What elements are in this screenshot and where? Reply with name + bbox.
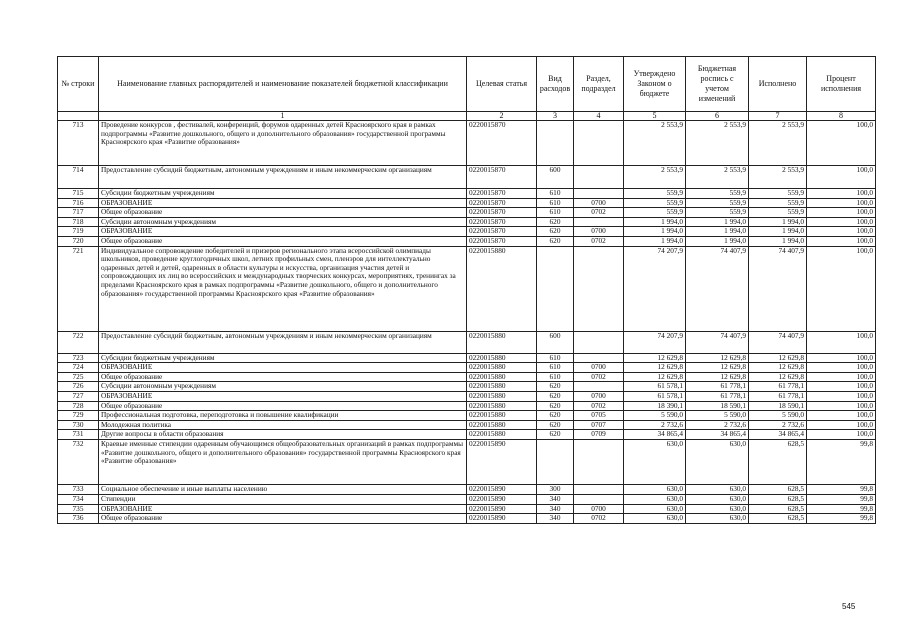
row-percent: 100,0	[807, 331, 876, 353]
row-target: 0220015890	[467, 484, 537, 494]
row-budget: 74 407,9	[686, 246, 749, 331]
row-number: 723	[58, 353, 99, 363]
row-percent: 99,8	[807, 514, 876, 524]
column-number-row	[58, 112, 876, 121]
row-target: 0220015890	[467, 439, 537, 484]
row-executed: 2 553,9	[749, 121, 807, 166]
table-row	[58, 236, 876, 246]
row-number: 715	[58, 189, 99, 199]
row-budget: 630,0	[686, 439, 749, 484]
row-percent: 99,8	[807, 484, 876, 494]
row-target: 0220015870	[467, 227, 537, 237]
row-name: Субсидии автономным учреждениям	[99, 217, 467, 227]
row-percent: 100,0	[807, 430, 876, 440]
row-percent: 100,0	[807, 217, 876, 227]
row-approved: 2 732,6	[624, 420, 686, 430]
row-executed: 12 629,8	[749, 372, 807, 382]
row-percent: 100,0	[807, 353, 876, 363]
row-name: Общее образование	[99, 372, 467, 382]
table-row	[58, 382, 876, 392]
row-type: 340	[537, 514, 574, 524]
row-percent: 100,0	[807, 411, 876, 421]
header-budget: Бюджетная роспись с учетом изменений	[686, 57, 749, 112]
row-percent: 100,0	[807, 208, 876, 218]
row-type: 610	[537, 198, 574, 208]
row-executed: 628,5	[749, 514, 807, 524]
row-approved: 630,0	[624, 439, 686, 484]
row-budget: 559,9	[686, 189, 749, 199]
row-target: 0220015880	[467, 353, 537, 363]
column-number: 5	[624, 112, 686, 121]
row-section	[574, 494, 624, 504]
row-target: 0220015890	[467, 494, 537, 504]
row-name: Другие вопросы в области образования	[99, 430, 467, 440]
row-percent: 100,0	[807, 363, 876, 373]
row-name: Стипендии	[99, 494, 467, 504]
row-budget: 2 732,6	[686, 420, 749, 430]
row-name: ОБРАЗОВАНИЕ	[99, 227, 467, 237]
table-row	[58, 420, 876, 430]
row-percent: 100,0	[807, 382, 876, 392]
row-percent: 99,8	[807, 494, 876, 504]
table-row	[58, 189, 876, 199]
header-percent: Процент исполнения	[807, 57, 876, 112]
table-row	[58, 198, 876, 208]
row-budget: 12 629,8	[686, 353, 749, 363]
row-name: Предоставление субсидий бюджетным, автономным учреждениям и иным некоммерческим организациям	[99, 166, 467, 189]
row-executed: 12 629,8	[749, 363, 807, 373]
column-number: 6	[686, 112, 749, 121]
row-number: 725	[58, 372, 99, 382]
row-executed: 74 407,9	[749, 246, 807, 331]
row-executed: 34 865,4	[749, 430, 807, 440]
row-number: 732	[58, 439, 99, 484]
table-row	[58, 227, 876, 237]
row-target: 0220015880	[467, 401, 537, 411]
row-budget: 559,9	[686, 208, 749, 218]
row-approved: 559,9	[624, 189, 686, 199]
row-type: 340	[537, 494, 574, 504]
row-number: 713	[58, 121, 99, 166]
row-approved: 2 553,9	[624, 166, 686, 189]
row-type: 620	[537, 391, 574, 401]
row-type	[537, 439, 574, 484]
row-number: 736	[58, 514, 99, 524]
table-row	[58, 121, 876, 166]
table-row	[58, 208, 876, 218]
row-name: Социальное обеспечение и иные выплаты населению	[99, 484, 467, 494]
row-target: 0220015870	[467, 208, 537, 218]
row-budget: 5 590,0	[686, 411, 749, 421]
row-name: Молодежная политика	[99, 420, 467, 430]
row-section	[574, 217, 624, 227]
row-type: 610	[537, 363, 574, 373]
row-section: 0702	[574, 372, 624, 382]
row-percent: 100,0	[807, 420, 876, 430]
row-approved: 559,9	[624, 208, 686, 218]
row-target: 0220015870	[467, 121, 537, 166]
row-name: Краевые именные стипендии одаренным обучающимся общеобразовательных организаций в рамках подпрограммы «Развитие дошкольного, общего и дополнительного образования» государственной программы Красноярского края «Развитие образования»	[99, 439, 467, 484]
row-section: 0700	[574, 504, 624, 514]
row-approved: 1 994,0	[624, 236, 686, 246]
row-name: ОБРАЗОВАНИЕ	[99, 504, 467, 514]
row-section: 0702	[574, 208, 624, 218]
row-budget: 2 553,9	[686, 166, 749, 189]
row-type: 610	[537, 189, 574, 199]
row-target: 0220015870	[467, 217, 537, 227]
row-executed: 2 553,9	[749, 166, 807, 189]
column-number: 8	[807, 112, 876, 121]
table-row	[58, 411, 876, 421]
table-row	[58, 246, 876, 331]
row-approved: 12 629,8	[624, 363, 686, 373]
row-section	[574, 246, 624, 331]
table-row	[58, 494, 876, 504]
row-number: 716	[58, 198, 99, 208]
row-executed: 628,5	[749, 494, 807, 504]
row-budget: 630,0	[686, 514, 749, 524]
header-row-number: № строки	[58, 57, 99, 112]
row-name: Субсидии автономным учреждениям	[99, 382, 467, 392]
row-section: 0709	[574, 430, 624, 440]
row-target: 0220015880	[467, 363, 537, 373]
table-row	[58, 504, 876, 514]
header-target: Целевая статья	[467, 57, 537, 112]
table-row	[58, 484, 876, 494]
row-budget: 630,0	[686, 484, 749, 494]
table-row	[58, 430, 876, 440]
row-section	[574, 121, 624, 166]
row-percent: 99,8	[807, 504, 876, 514]
table-row	[58, 401, 876, 411]
row-section	[574, 382, 624, 392]
row-approved: 630,0	[624, 484, 686, 494]
row-number: 729	[58, 411, 99, 421]
row-approved: 1 994,0	[624, 217, 686, 227]
row-section: 0702	[574, 514, 624, 524]
row-target: 0220015870	[467, 236, 537, 246]
row-type: 620	[537, 217, 574, 227]
row-number: 735	[58, 504, 99, 514]
row-number: 733	[58, 484, 99, 494]
row-executed: 559,9	[749, 189, 807, 199]
row-type	[537, 121, 574, 166]
row-section: 0705	[574, 411, 624, 421]
row-name: Общее образование	[99, 401, 467, 411]
row-target: 0220015880	[467, 430, 537, 440]
row-budget: 61 778,1	[686, 391, 749, 401]
row-number: 718	[58, 217, 99, 227]
row-percent: 100,0	[807, 198, 876, 208]
row-name: Профессиональная подготовка, переподготовка и повышение квалификации	[99, 411, 467, 421]
row-name: Субсидии бюджетным учреждениям	[99, 353, 467, 363]
row-section	[574, 484, 624, 494]
row-executed: 559,9	[749, 208, 807, 218]
row-section: 0702	[574, 236, 624, 246]
row-percent: 100,0	[807, 236, 876, 246]
row-percent: 100,0	[807, 166, 876, 189]
row-target: 0220015870	[467, 198, 537, 208]
row-number: 720	[58, 236, 99, 246]
row-type: 620	[537, 227, 574, 237]
row-approved: 12 629,8	[624, 372, 686, 382]
row-executed: 5 590,0	[749, 411, 807, 421]
row-section	[574, 166, 624, 189]
row-approved: 559,9	[624, 198, 686, 208]
row-executed: 628,5	[749, 439, 807, 484]
row-approved: 74 207,9	[624, 246, 686, 331]
row-section	[574, 439, 624, 484]
row-type: 610	[537, 353, 574, 363]
row-budget: 630,0	[686, 504, 749, 514]
row-number: 731	[58, 430, 99, 440]
row-budget: 12 629,8	[686, 372, 749, 382]
row-type: 600	[537, 166, 574, 189]
row-approved: 74 207,9	[624, 331, 686, 353]
row-name: Общее образование	[99, 514, 467, 524]
row-section: 0700	[574, 391, 624, 401]
row-number: 714	[58, 166, 99, 189]
row-executed: 1 994,0	[749, 217, 807, 227]
row-section: 0700	[574, 227, 624, 237]
table-row	[58, 439, 876, 484]
row-type: 620	[537, 236, 574, 246]
row-approved: 12 629,8	[624, 353, 686, 363]
row-budget: 559,9	[686, 198, 749, 208]
row-budget: 34 865,4	[686, 430, 749, 440]
row-percent: 100,0	[807, 121, 876, 166]
row-budget: 74 407,9	[686, 331, 749, 353]
row-executed: 12 629,8	[749, 353, 807, 363]
row-budget: 1 994,0	[686, 217, 749, 227]
row-type: 620	[537, 382, 574, 392]
row-approved: 1 994,0	[624, 227, 686, 237]
budget-table	[57, 56, 876, 524]
table-row	[58, 363, 876, 373]
row-executed: 74 407,9	[749, 331, 807, 353]
row-approved: 18 390,1	[624, 401, 686, 411]
row-number: 724	[58, 363, 99, 373]
row-budget: 12 629,8	[686, 363, 749, 373]
row-executed: 61 778,1	[749, 391, 807, 401]
row-executed: 559,9	[749, 198, 807, 208]
header-name: Наименование главных распорядителей и наименование показателей бюджетной классификации	[99, 57, 467, 112]
row-target: 0220015880	[467, 382, 537, 392]
row-budget: 1 994,0	[686, 227, 749, 237]
row-approved: 61 578,1	[624, 382, 686, 392]
table-row	[58, 514, 876, 524]
column-number: 4	[574, 112, 624, 121]
row-executed: 61 778,1	[749, 382, 807, 392]
row-type: 620	[537, 420, 574, 430]
row-name: Индивидуальное сопровождение победителей и призеров регионального этапа всероссийской олимпиады школьников, проведение круглогодичных школ, летних профильных смен, пленэров для интеллектуально одаренных детей и детей, одаренных в области культуры и искусства, организация участия детей и сопровождающих их лиц во всероссийских и международных творческих конкурсах, мероприятиях, тренингах за пределами Красноярского края в рамках подпрограммы «Развитие дошкольного, общего и дополнительного образования» государственной программы Красноярского края «Развитие образования»	[99, 246, 467, 331]
column-number: 2	[467, 112, 537, 121]
column-number: 7	[749, 112, 807, 121]
row-type: 300	[537, 484, 574, 494]
row-percent: 100,0	[807, 372, 876, 382]
row-type: 340	[537, 504, 574, 514]
table-row	[58, 331, 876, 353]
row-target: 0220015880	[467, 331, 537, 353]
row-target: 0220015870	[467, 166, 537, 189]
row-number: 726	[58, 382, 99, 392]
row-target: 0220015880	[467, 411, 537, 421]
row-number: 719	[58, 227, 99, 237]
page-number: 545	[842, 602, 856, 611]
row-target: 0220015890	[467, 514, 537, 524]
table-row	[58, 166, 876, 189]
table-body	[58, 121, 876, 524]
row-percent: 100,0	[807, 246, 876, 331]
row-budget: 2 553,9	[686, 121, 749, 166]
table-row	[58, 217, 876, 227]
row-target: 0220015890	[467, 504, 537, 514]
row-target: 0220015880	[467, 372, 537, 382]
row-type: 600	[537, 331, 574, 353]
row-budget: 61 778,1	[686, 382, 749, 392]
row-section: 0702	[574, 401, 624, 411]
row-approved: 61 578,1	[624, 391, 686, 401]
row-executed: 628,5	[749, 484, 807, 494]
row-type: 620	[537, 430, 574, 440]
row-number: 728	[58, 401, 99, 411]
row-name: Общее образование	[99, 236, 467, 246]
column-number	[58, 112, 99, 121]
row-executed: 1 994,0	[749, 227, 807, 237]
row-budget: 18 590,1	[686, 401, 749, 411]
header-approved: Утверждено Законом о бюджете	[624, 57, 686, 112]
row-name: ОБРАЗОВАНИЕ	[99, 198, 467, 208]
table-row	[58, 391, 876, 401]
row-approved: 630,0	[624, 504, 686, 514]
row-type: 620	[537, 401, 574, 411]
row-approved: 630,0	[624, 494, 686, 504]
row-number: 730	[58, 420, 99, 430]
row-percent: 100,0	[807, 227, 876, 237]
row-number: 721	[58, 246, 99, 331]
row-target: 0220015880	[467, 420, 537, 430]
row-type	[537, 246, 574, 331]
row-number: 727	[58, 391, 99, 401]
row-number: 734	[58, 494, 99, 504]
row-percent: 99,8	[807, 439, 876, 484]
row-approved: 2 553,9	[624, 121, 686, 166]
row-target: 0220015870	[467, 189, 537, 199]
row-type: 620	[537, 411, 574, 421]
row-budget: 630,0	[686, 494, 749, 504]
row-executed: 628,5	[749, 504, 807, 514]
header-section: Раздел, подраздел	[574, 57, 624, 112]
row-approved: 630,0	[624, 514, 686, 524]
row-name: ОБРАЗОВАНИЕ	[99, 363, 467, 373]
header-type: Вид расходов	[537, 57, 574, 112]
row-percent: 100,0	[807, 189, 876, 199]
row-section: 0700	[574, 198, 624, 208]
table-row	[58, 372, 876, 382]
row-target: 0220015880	[467, 246, 537, 331]
row-section: 0700	[574, 363, 624, 373]
row-approved: 5 590,0	[624, 411, 686, 421]
row-section	[574, 189, 624, 199]
row-name: ОБРАЗОВАНИЕ	[99, 391, 467, 401]
row-type: 610	[537, 372, 574, 382]
row-section	[574, 331, 624, 353]
row-name: Проведение конкурсов , фестивалей, конференций, форумов одаренных детей Красноярского края в рамках подпрограммы «Развитие дошкольного, общего и дополнительного образования» государственной программы Красноярского края «Развитие образования»	[99, 121, 467, 166]
row-approved: 34 865,4	[624, 430, 686, 440]
row-name: Предоставление субсидий бюджетным, автономным учреждениям и иным некоммерческим организациям	[99, 331, 467, 353]
row-number: 717	[58, 208, 99, 218]
row-section	[574, 353, 624, 363]
row-executed: 1 994,0	[749, 236, 807, 246]
column-number: 3	[537, 112, 574, 121]
row-section: 0707	[574, 420, 624, 430]
row-name: Общее образование	[99, 208, 467, 218]
row-percent: 100,0	[807, 391, 876, 401]
row-type: 610	[537, 208, 574, 218]
column-number: 1	[99, 112, 467, 121]
header-row	[58, 57, 876, 112]
row-budget: 1 994,0	[686, 236, 749, 246]
row-executed: 2 732,6	[749, 420, 807, 430]
row-number: 722	[58, 331, 99, 353]
row-target: 0220015880	[467, 391, 537, 401]
row-name: Субсидии бюджетным учреждениям	[99, 189, 467, 199]
row-executed: 18 590,1	[749, 401, 807, 411]
table-row	[58, 353, 876, 363]
row-percent: 100,0	[807, 401, 876, 411]
header-executed: Исполнено	[749, 57, 807, 112]
